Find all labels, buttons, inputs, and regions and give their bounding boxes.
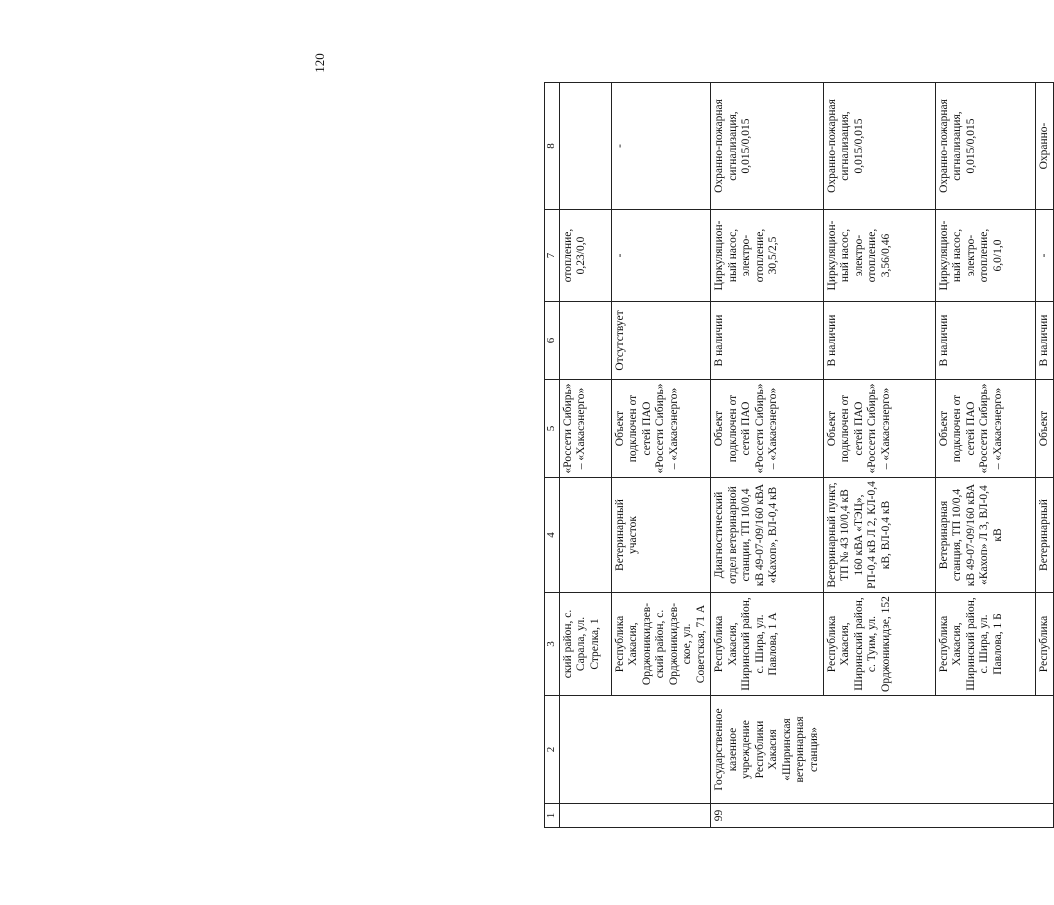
cell-number (559, 804, 611, 828)
cell-institution (611, 696, 711, 804)
cell-load: отопление, 0,23/0,0 (559, 210, 611, 302)
cell-object: Ветеринарный (1035, 478, 1054, 593)
cell-object: Диагностический отдел ветеринарной станции, ТП 10/0,4 кВ 49-07-09/160 кВА «Кахоп», ВЛ-0,4 кВ (711, 478, 824, 593)
cell-reserve: В наличии (711, 302, 824, 380)
table-row (1035, 83, 1054, 828)
cell-institution (559, 696, 611, 804)
header-col-1: 1 (545, 804, 560, 828)
cell-load: - (611, 210, 711, 302)
cell-load: Циркуляцион-ный насос, электро-отопление, 3,56/0,46 (823, 210, 935, 302)
header-col-2: 2 (545, 696, 560, 804)
table-row (711, 83, 824, 828)
cell-address: Республика Хакасия, Ширинский район, с. Туим, ул. Орджоникидзе, 152 (823, 593, 935, 696)
cell-institution (823, 696, 935, 804)
cell-address: Республика Хакасия, Ширинский район, с. Шира, ул. Павлова, 1 А (711, 593, 824, 696)
cell-institution: Государственное казенное учреждение Республики Хакасия «Ширинская ветеринарная станция» (711, 696, 824, 804)
cell-reserve: В наличии (1035, 302, 1054, 380)
page-number: 120 (311, 53, 327, 73)
cell-security: Охранно-пожарная сигнализация, 0,015/0,015 (935, 83, 1035, 210)
cell-reserve: В наличии (823, 302, 935, 380)
header-col-7: 7 (545, 210, 560, 302)
cell-institution (935, 696, 1035, 804)
cell-reserve (559, 302, 611, 380)
cell-security: Охранно-пожарная сигнализация, 0,015/0,015 (711, 83, 824, 210)
table-row (935, 83, 1035, 828)
cell-number (1035, 804, 1054, 828)
cell-load: Циркуляцион-ный насос, электро-отопление, 6,0/1,0 (935, 210, 1035, 302)
header-col-4: 4 (545, 478, 560, 593)
cell-load: - (1035, 210, 1054, 302)
cell-reserve: Отсутствует (611, 302, 711, 380)
cell-address: ский район, с. Сарала, ул. Стрелка, 1 (559, 593, 611, 696)
cell-object (559, 478, 611, 593)
cell-number (611, 804, 711, 828)
header-col-8: 8 (545, 83, 560, 210)
table-row (611, 83, 711, 828)
cell-supply: Объект подключен от сетей ПАО «Россети Сибирь» – «Хакасэнерго» (823, 380, 935, 478)
cell-number: 99 (711, 804, 824, 828)
cell-security (559, 83, 611, 210)
cell-supply: Объект подключен от сетей ПАО «Россети Сибирь» – «Хакасэнерго» (611, 380, 711, 478)
cell-supply: Объект подключен от сетей ПАО «Россети Сибирь» – «Хакасэнерго» (711, 380, 824, 478)
cell-object: Ветеринарный пункт, ТП № 43 10/0,4 кВ 160 кВА «ТЭЦ», РП-0,4 кВ Л 2, КЛ-0,4 кВ, ВЛ-0,4 кВ (823, 478, 935, 593)
cell-security: - (611, 83, 711, 210)
cell-reserve: В наличии (935, 302, 1035, 380)
table-container (544, 83, 1050, 828)
header-col-6: 6 (545, 302, 560, 380)
cell-object: Ветеринарная станция, ТП 10/0,4 кВ 49-07-09/160 кВА «Кахоп» Л 3, ВЛ-0,4 кВ (935, 478, 1035, 593)
cell-number (935, 804, 1035, 828)
cell-load: Циркуляцион-ный насос, электро-отопление, 30,5/2,5 (711, 210, 824, 302)
cell-object: Ветеринарный участок (611, 478, 711, 593)
cell-security: Охранно- (1035, 83, 1054, 210)
cell-supply: Объект подключен от сетей ПАО «Россети Сибирь» – «Хакасэнерго» (935, 380, 1035, 478)
cell-supply: «Россети Сибирь» – «Хакасэнерго» (559, 380, 611, 478)
cell-institution (1035, 696, 1054, 804)
cell-address: Республика Хакасия, Орджоникидзев-ский район, с. Орджоникидзев-ское, ул. Советская, 71 А (611, 593, 711, 696)
cell-security: Охранно-пожарная сигнализация, 0,015/0,015 (823, 83, 935, 210)
header-col-5: 5 (545, 380, 560, 478)
header-row (545, 83, 560, 828)
cell-number (823, 804, 935, 828)
header-col-3: 3 (545, 593, 560, 696)
table-row (823, 83, 935, 828)
cell-address: Республика Хакасия, Ширинский район, с. Шира, ул. Павлова, 1 Б (935, 593, 1035, 696)
cell-address: Республика (1035, 593, 1054, 696)
cell-supply: Объект (1035, 380, 1054, 478)
infrastructure-table (544, 82, 1054, 828)
table-row (559, 83, 611, 828)
